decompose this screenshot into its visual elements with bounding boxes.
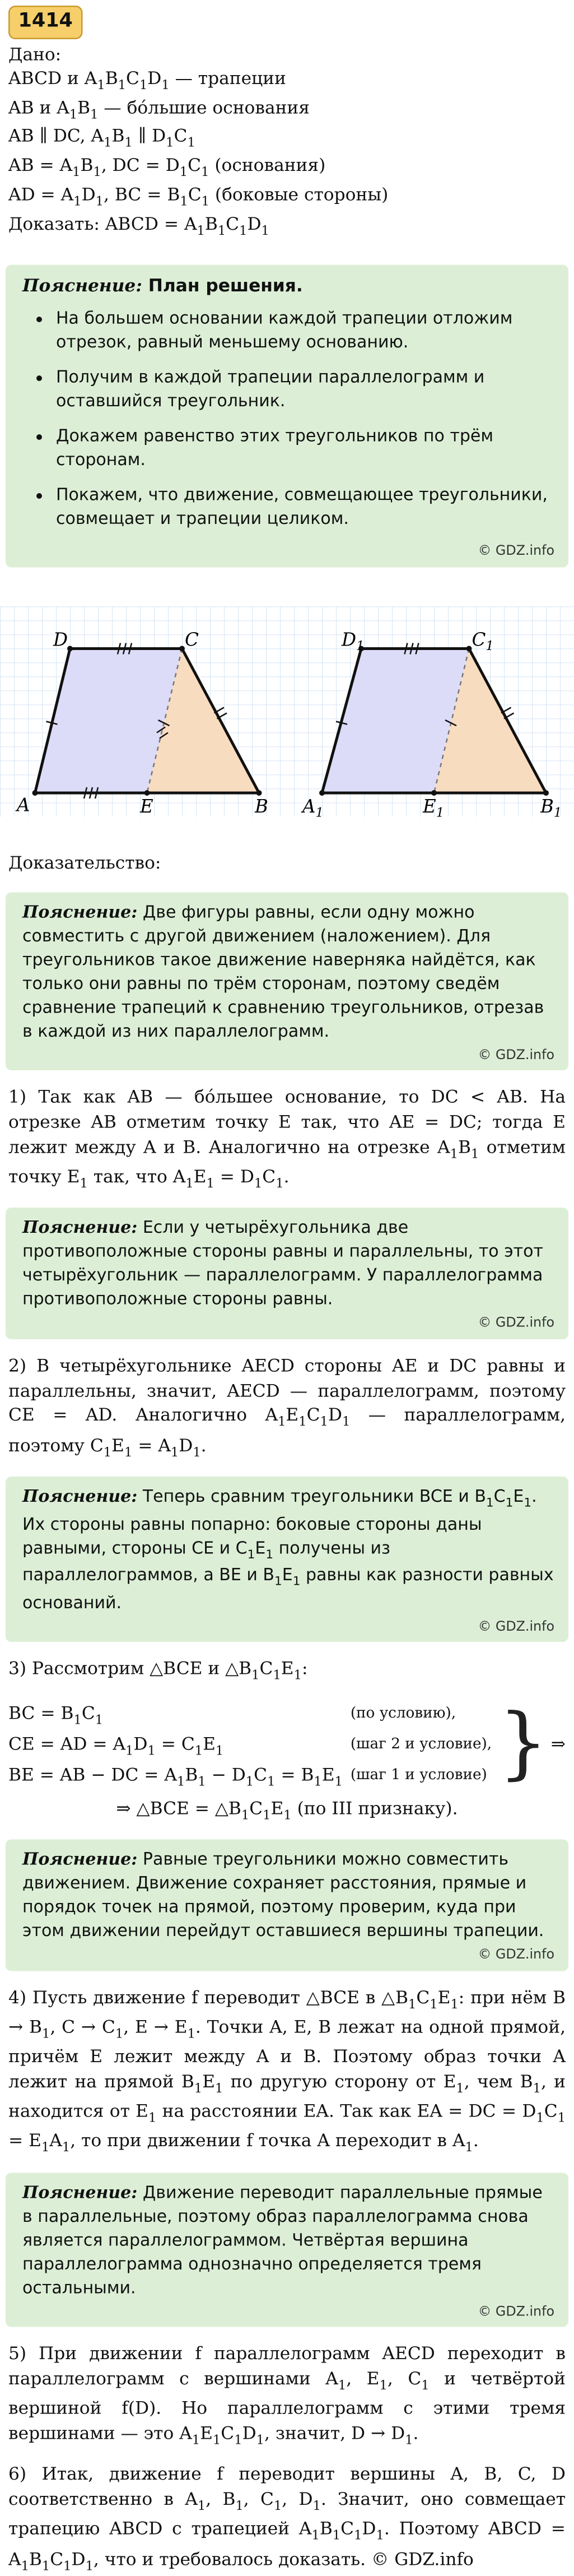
system-reasons <box>351 1697 498 1790</box>
note-1 <box>6 892 568 1070</box>
label-c1: $C_1$ <box>472 628 494 653</box>
label-c: C <box>185 628 199 650</box>
right-brace: } <box>498 1697 548 1789</box>
system-reason: (шаг 1 и условие) <box>350 1766 487 1783</box>
note-lead: Пояснение: <box>22 275 142 296</box>
given-heading: Дано: <box>8 43 62 64</box>
plan-item: • Покажем, что движение, совмещающее треугольники, совмещает и трапеции целиком. <box>56 484 554 531</box>
step-2 <box>0 1353 574 1463</box>
step-1-text: 1) Так как AB — бóльшее основание, то DC < AB. На отрезке AB отметим точку E так, что AE = DC; тогда E лежит между A и B. Аналогично на отрезке $A_1B_1$ отметим точку $E_1$ так, что $A_1E_1 = D_1C_1$. <box>8 1085 566 1192</box>
copyright: © GDZ.info <box>478 1316 554 1331</box>
note-3 <box>6 1477 568 1642</box>
equality-system <box>0 1697 574 1790</box>
note-lead: Пояснение: <box>22 2182 138 2202</box>
step-3 <box>0 1656 574 1686</box>
label-a1: $A_1$ <box>302 795 324 816</box>
system-reason: (по условию), <box>350 1704 456 1721</box>
note-text: Равные треугольники можно совместить движением. Движение сохраняет расстояния, прямые и порядок точек на прямой, поэтому проверим, куда при этом движении перейдут оставшиеся вершины трапеции. <box>22 1849 544 1941</box>
label-e: E <box>140 795 153 816</box>
plan-item: • Получим в каждой трапеции параллелограмм и оставшийся треугольник. <box>56 366 554 414</box>
note-5 <box>6 2172 568 2327</box>
label-d: D <box>53 628 68 650</box>
label-b: B <box>255 795 268 816</box>
step-2-text: 2) В четырёхугольнике AECD стороны AE и DC равны и параллельны, значит, AECD — параллелограмм, поэтому CE = AD. Аналогично $A_1E_1C_1D_1$ — параллелограмм, поэтому $C_1E_1 = A_1D_1$. <box>8 1354 566 1460</box>
system-expr: CE = AD = $A_1D_1 = C_1E_1$ <box>8 1732 224 1758</box>
given-line: ABCD и $A_1B_1C_1D_1$ — трапеции <box>8 67 286 93</box>
label-b1: $B_1$ <box>540 795 562 816</box>
copyright: © GDZ.info <box>478 1047 554 1063</box>
plan-list <box>22 307 554 532</box>
note-plan-title: План решения. <box>142 275 303 296</box>
problem-number-badge <box>8 6 82 39</box>
note-4 <box>6 1839 568 1970</box>
note-lead: Пояснение: <box>22 901 138 921</box>
copyright: © GDZ.info <box>478 1947 554 1963</box>
note-2 <box>6 1208 568 1339</box>
note-text: Движение переводит параллельные прямые в параллельные, поэтому образ параллелограмма снова является параллелограммом. Четвёртая вершина параллелограмма однозначно определяется тремя остальными. <box>22 2182 543 2297</box>
point-a <box>32 790 38 795</box>
step-3-intro: 3) Рассмотрим △BCE и $\triangle B_1C_1E_1$: <box>8 1658 308 1684</box>
step-6 <box>0 2462 574 2576</box>
note-lead: Пояснение: <box>22 1218 138 1238</box>
note-text: Теперь сравним треугольники BCE и $B_1C_1E_1$. Их стороны равны попарно: боковые стороны даны равными, стороны CE и $C_1E_1$ получены из параллелограммов, а BE и $B_1E_1$ равны как разности равных оснований. <box>22 1486 554 1613</box>
point-a1 <box>319 790 325 795</box>
note-lead: Пояснение: <box>22 1849 138 1869</box>
system-reason: (шаг 2 и условие), <box>350 1735 492 1752</box>
copyright: © GDZ.info <box>478 2304 554 2320</box>
implies-arrow: ⇒ <box>550 1732 566 1754</box>
given-line: AB = $A_1B_1$, DC = $D_1C_1$ (основания) <box>8 154 326 180</box>
system-expressions <box>8 1697 351 1790</box>
step-5-text: 5) При движении f параллелограмм AECD переходит в параллелограмм с вершинами $A_1$, $E_1$, $C_1$ и четвёртой вершиной f(D). Но параллелограмм с этими тремя вершинами — это $A_1E_1C_1D_1$, значит, $D \to D_1$. <box>8 2342 566 2448</box>
label-a: A <box>17 793 30 815</box>
trapezoids-drawing <box>0 606 574 816</box>
step-1 <box>0 1084 574 1194</box>
point-c <box>179 646 185 651</box>
point-c1 <box>466 646 472 651</box>
point-b1 <box>543 790 549 795</box>
plan-item: • На большем основании каждой трапеции отложим отрезок, равный меньшему основанию. <box>56 307 554 355</box>
prove-line: Доказать: ABCD = $A_1B_1C_1D_1$ <box>8 212 269 239</box>
given-line: AB ∥ DC, $A_1B_1$ ∥ $D_1C_1$ <box>8 125 195 151</box>
trapezoids-figure <box>0 606 574 816</box>
note-text: Если у четырёхугольника две противоположные стороны равны и параллельны, то этот четырёхугольник — параллелограмм. У параллелограмма противоположные стороны равны. <box>22 1218 543 1309</box>
note-plan <box>6 265 568 567</box>
given-block <box>0 42 574 240</box>
step-5 <box>0 2341 574 2450</box>
point-d <box>67 646 73 651</box>
point-e1 <box>431 790 437 795</box>
point-b <box>256 790 262 795</box>
system-expr: BC = $B_1C_1$ <box>8 1701 104 1728</box>
step-6-text: 6) Итак, движение f переводит вершины A, B, C, D соответственно в $A_1$, $B_1$, $C_1$, $D_1$. Значит, оно совмещает трапецию ABCD с трапецией $A_1B_1C_1D_1$. Поэтому ABCD = $A_1B_1C_1D_1$, что и требовалось доказать. © GDZ.info <box>8 2463 566 2574</box>
note-text: Две фигуры равны, если одну можно совместить с другой движением (наложением). Для треугольников такое движение наверняка найдётся, как только они равны по трём сторонам, поэтому сведём сравнение трапеций к сравнению треугольников, отрезав в каждой из них параллелограмм. <box>22 901 544 1041</box>
problem-number: 1414 <box>18 10 73 33</box>
copyright: © GDZ.info <box>478 1619 554 1635</box>
plan-item: • Докажем равенство этих треугольников по трём сторонам. <box>56 425 554 472</box>
proof-heading: Доказательство: <box>8 851 161 872</box>
system-expr: BE = AB − DC = $A_1B_1 - D_1C_1 = B_1E_1$ <box>8 1763 343 1789</box>
step-4 <box>0 1984 574 2158</box>
given-line: AD = $A_1D_1$, BC = $B_1C_1$ (боковые стороны) <box>8 183 389 210</box>
label-e1: $E_1$ <box>423 795 445 816</box>
given-line: AB и $A_1B_1$ — бóльшие основания <box>8 96 310 122</box>
label-d1: $D_1$ <box>342 628 365 653</box>
note-lead: Пояснение: <box>22 1486 138 1506</box>
step-4-text: 4) Пусть движение f переводит △BCE в $\triangle B_1C_1E_1$: при нём $B \to B_1$, $C \to C_1$, $E \to E_1$. Точки A, E, B лежат на одной прямой, причём E лежит между A и B. Поэтому образ точки A лежит на прямой $B_1E_1$ по другую сторону от $E_1$, чем $B_1$, и находится от $E_1$ на расстоянии EA. Так как EA = DC = $D_1C_1 = E_1A_1$, то при движении f точка A переходит в $A_1$. <box>8 1985 566 2156</box>
point-e <box>144 790 150 795</box>
step-3-conclusion: ⇒ △BCE = $\triangle B_1C_1E_1$ (по III признаку). <box>116 1797 458 1823</box>
copyright: © GDZ.info <box>478 544 554 560</box>
